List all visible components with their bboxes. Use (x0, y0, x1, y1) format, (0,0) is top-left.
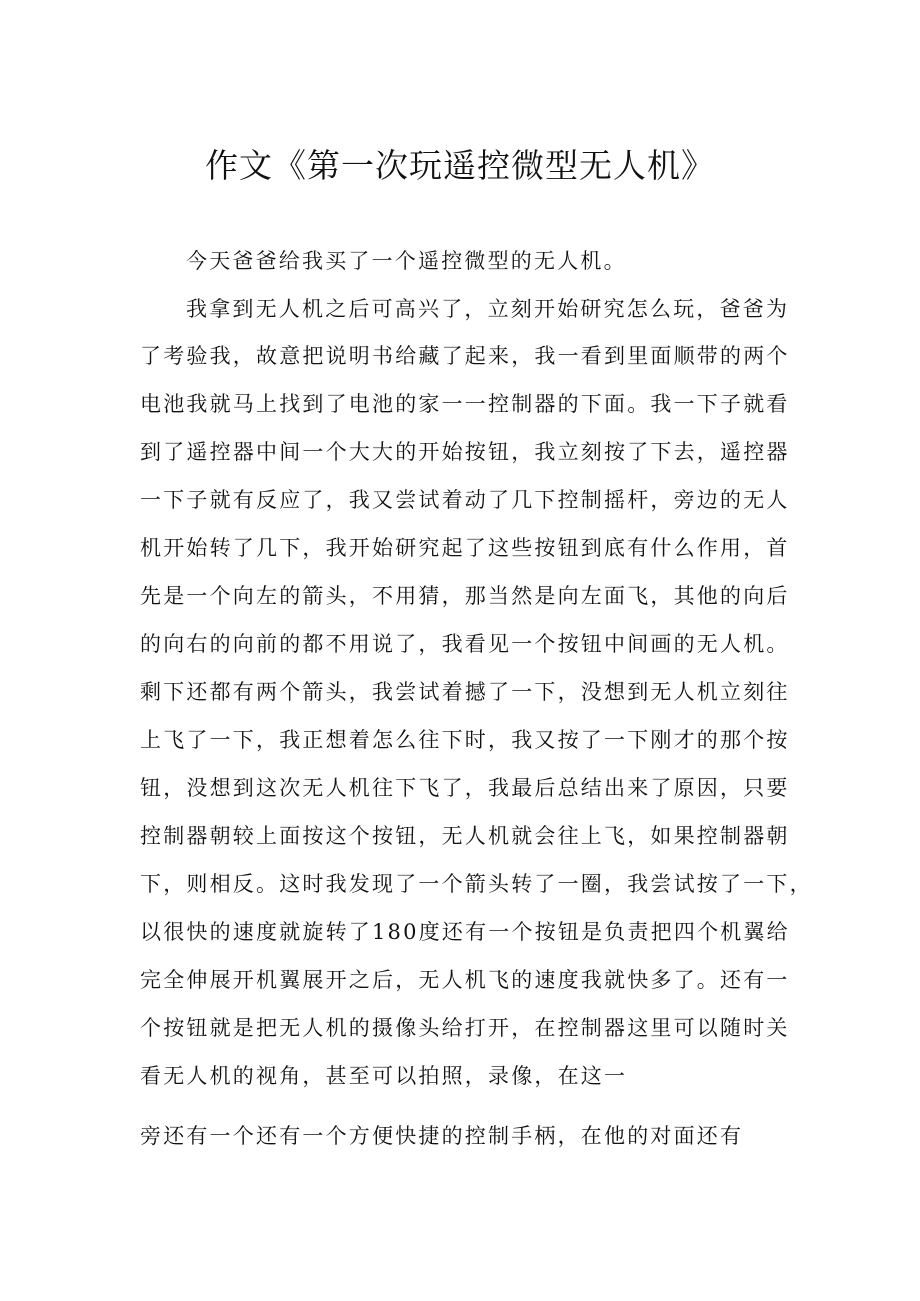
paragraph-line: 了考验我，故意把说明书给藏了起来，我一看到里面顺带的两个 (140, 344, 790, 368)
paragraph-line: 今天爸爸给我买了一个遥控微型的无人机。 (186, 249, 627, 273)
paragraph-line: 先是一个向左的箭头，不用猜，那当然是向左面飞，其他的向后 (140, 584, 790, 608)
paragraph-line: 旁还有一个还有一个方便快捷的控制手柄，在他的对面还有 (140, 1124, 744, 1148)
paragraph-line: 控制器朝较上面按这个按钮，无人机就会往上飞，如果控制器朝 (140, 824, 790, 848)
paragraph-line: 一下子就有反应了，我又尝试着动了几下控制摇杆，旁边的无人 (140, 488, 790, 512)
paragraph-line: 我拿到无人机之后可高兴了，立刻开始研究怎么玩，爸爸为 (186, 297, 790, 321)
paragraph-line: 上飞了一下，我正想着怎么往下时，我又按了一下刚才的那个按 (140, 728, 790, 752)
paragraph-line: 机开始转了几下，我开始研究起了这些按钮到底有什么作用，首 (140, 536, 790, 560)
paragraph-line: 下，则相反。这时我发现了一个箭头转了一圈，我尝试按了一下， (140, 872, 813, 896)
paragraph-line: 完全伸展开机翼展开之后，无人机飞的速度我就快多了。还有一 (140, 968, 790, 992)
paragraph-line: 到了遥控器中间一个大大的开始按钮，我立刻按了下去，遥控器 (140, 440, 790, 464)
paragraph-line: 剩下还都有两个箭头，我尝试着撼了一下，没想到无人机立刻往 (140, 680, 790, 704)
paragraph-line: 个按钮就是把无人机的摄像头给打开，在控制器这里可以随时关 (140, 1016, 790, 1040)
paragraph-line: 看无人机的视角，甚至可以拍照，录像，在这一 (140, 1064, 628, 1088)
paragraph-line: 的向右的向前的都不用说了，我看见一个按钮中间画的无人机。 (140, 632, 790, 656)
paragraph-line: 钮，没想到这次无人机往下飞了，我最后总结出来了原因，只要 (140, 776, 790, 800)
essay-title: 作文《第一次玩遥控微型无人机》 (205, 146, 715, 185)
paragraph-line: 以很快的速度就旋转了180度还有一个按钮是负责把四个机翼给 (140, 920, 790, 944)
paragraph-line: 电池我就马上找到了电池的家一一控制器的下面。我一下子就看 (140, 392, 790, 416)
